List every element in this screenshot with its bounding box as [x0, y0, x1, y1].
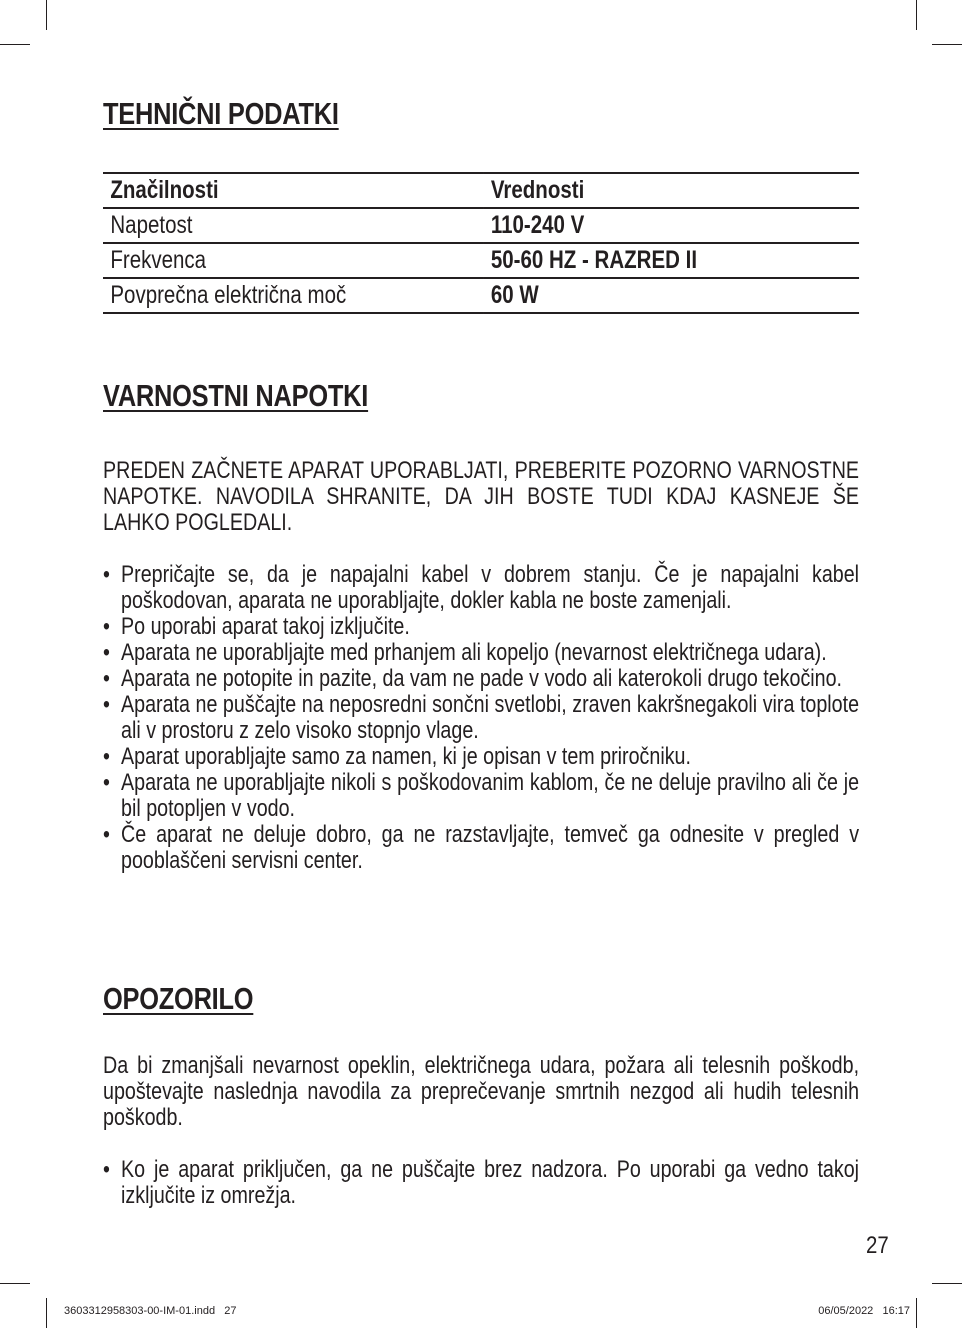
crop-mark: [0, 1283, 30, 1284]
safety-intro: PREDEN ZAČNETE APARAT UPORABLJATI, PREBERITE POZORNO VARNOSTNE NAPOTKE. NAVODILA SHRANITE, DA JIH BOSTE TUDI KDAJ KASNEJE ŠE LAHKO POGLEDALI.: [103, 457, 860, 536]
tech-section: [103, 96, 859, 132]
table-cell: Povprečna električna moč: [103, 278, 483, 313]
crop-mark: [46, 1298, 47, 1328]
safety-section: [103, 378, 859, 874]
warning-intro: Da bi zmanjšali nevarnost opeklin, električnega udara, požara ali telesnih poškodb, upoštevajte naslednja navodila za preprečevanje smrtnih nezgod ali hudih telesnih poškodb.: [103, 1052, 860, 1131]
section-heading: TEHNIČNI PODATKI: [103, 96, 339, 131]
crop-mark: [0, 44, 30, 45]
list-item: • Ko je aparat priključen, ga ne puščajte brez nadzora. Po uporabi ga vedno takoj izključite iz omrežja.: [103, 1157, 859, 1209]
table-cell: 60 W: [483, 278, 859, 313]
list-item: • Če aparat ne deluje dobro, ga ne razstavljajte, temveč ga odnesite v pregled v pooblaščeni servisni center.: [103, 822, 859, 874]
spec-table: [103, 172, 859, 314]
crop-mark: [916, 1298, 917, 1328]
spec-table-wrap: [103, 172, 859, 314]
warning-section: [103, 981, 859, 1209]
page-number: 27: [866, 1232, 889, 1259]
safety-list: [103, 562, 859, 874]
table-header-cell: Značilnosti: [103, 173, 483, 208]
list-item: • Prepričajte se, da je napajalni kabel v dobrem stanju. Če je napajalni kabel poškodovan, aparata ne uporabljajte, dokler kabla ne boste zamenjali.: [103, 562, 859, 614]
crop-mark: [932, 1283, 962, 1284]
crop-mark: [46, 0, 47, 30]
table-row: [103, 278, 859, 313]
footer-date: 06/05/2022 16:17: [818, 1305, 910, 1317]
footer-file: 3603312958303-00-IM-01.indd 27: [64, 1305, 237, 1317]
warning-list: [103, 1157, 859, 1209]
list-item: • Aparata ne uporabljajte nikoli s poškodovanim kablom, če ne deluje pravilno ali če je bil potopljen v vodo.: [103, 770, 859, 822]
list-item: • Aparata ne uporabljajte med prhanjem ali kopeljo (nevarnost električnega udara).: [103, 640, 859, 666]
table-cell: Frekvenca: [103, 243, 483, 278]
table-cell: 50-60 HZ - RAZRED II: [483, 243, 859, 278]
section-heading: OPOZORILO: [103, 981, 254, 1016]
crop-mark: [932, 44, 962, 45]
table-row: [103, 243, 859, 278]
crop-mark: [916, 0, 917, 30]
list-item: • Aparat uporabljajte samo za namen, ki je opisan v tem priročniku.: [103, 744, 859, 770]
table-row: [103, 208, 859, 243]
table-cell: 110-240 V: [483, 208, 859, 243]
table-header: [103, 173, 859, 208]
section-heading: VARNOSTNI NAPOTKI: [103, 378, 369, 413]
table-cell: Napetost: [103, 208, 483, 243]
list-item: • Aparata ne puščajte na neposredni sončni svetlobi, zraven kakršnegakoli vira toplote ali v prostoru z zelo visoko stopnjo vlage.: [103, 692, 859, 744]
table-header-cell: Vrednosti: [483, 173, 859, 208]
list-item: • Aparata ne potopite in pazite, da vam ne pade v vodo ali katerokoli drugo tekočino.: [103, 666, 859, 692]
list-item: • Po uporabi aparat takoj izključite.: [103, 614, 859, 640]
